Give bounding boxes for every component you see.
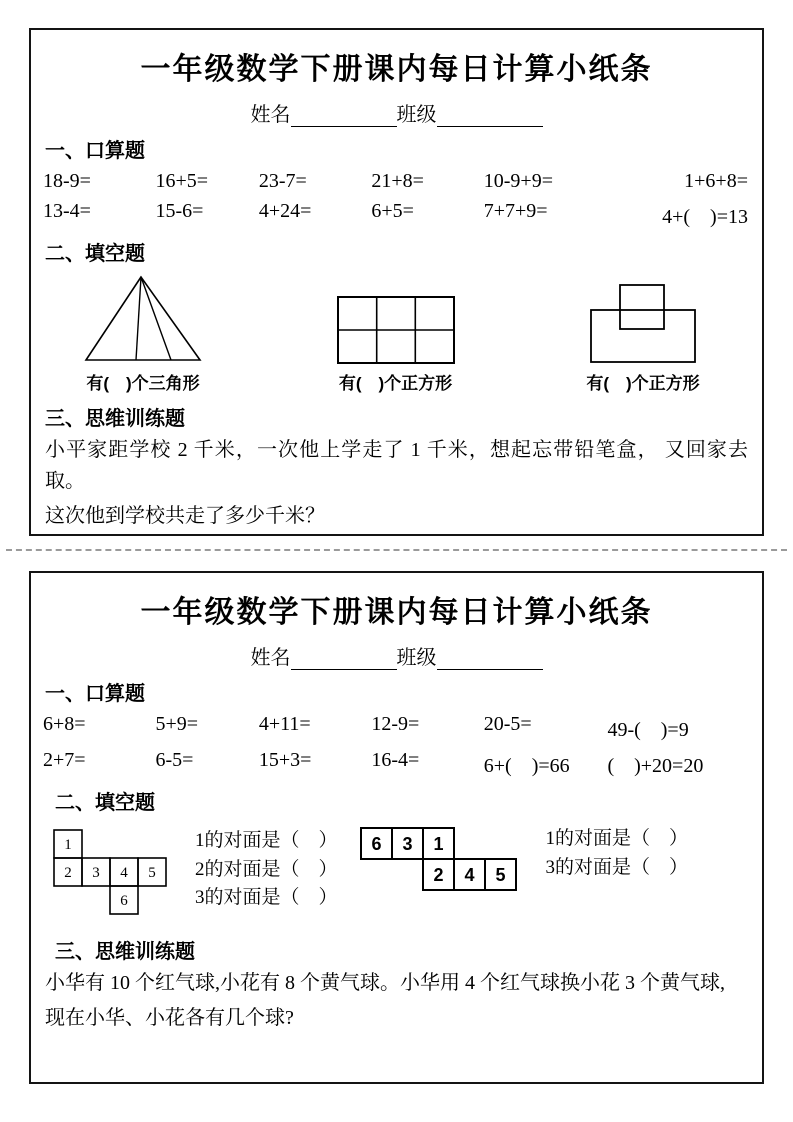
oral-problem: 7+7+9= (483, 200, 548, 222)
net-cell-label: 4 (464, 865, 475, 885)
oral-problems-row-1 (39, 706, 754, 742)
small-square (620, 285, 664, 329)
oral-problems-row-2 (39, 742, 754, 778)
oral-problem: 5+9= (155, 713, 198, 735)
opposite-face-question: 3的对面是（ ） (195, 887, 338, 908)
fill-section-heading: 二、填空题 (55, 792, 155, 814)
oral-problem: 6+( )=66 (483, 755, 570, 777)
square-grid-figure (337, 296, 455, 364)
class-blank-line (437, 105, 543, 127)
oral-problem: 12-9= (371, 713, 420, 735)
oral-problem: 1+6+8= (684, 170, 748, 192)
triangle-inner-line-1 (136, 277, 141, 360)
figure-label: 有( )个正方形 (586, 374, 700, 393)
oral-problem: 4+11= (258, 713, 311, 735)
oral-problem: 16-4= (371, 749, 420, 771)
oral-problem: ( )+20=20 (607, 755, 704, 777)
name-label: 姓名 (250, 104, 291, 126)
oral-problem: 49-( )=9 (607, 719, 689, 741)
oral-problem: 6-5= (155, 749, 194, 771)
worksheet-title: 一年级数学下册课内每日计算小纸条 (140, 596, 653, 629)
class-blank-line (437, 648, 543, 670)
worksheet-strip-1 (29, 28, 764, 536)
net-cell-label: 1 (64, 837, 72, 853)
oral-problem: 20-5= (483, 713, 532, 735)
oral-problem: 15+3= (258, 749, 312, 771)
oral-problems-row-2 (39, 193, 754, 229)
large-rect (591, 310, 695, 362)
thinking-problem-line-1: 小华有 10 个红气球,小花有 8 个黄气球。小华用 4 个红气球换小花 3 个黄气球, (45, 972, 725, 994)
figure-label: 有( )个三角形 (86, 374, 200, 393)
thinking-problem-line-2: 这次他到学校共走了多少千米？ (45, 505, 325, 527)
cut-separator-line (6, 549, 787, 551)
cube-net-2 (360, 827, 518, 893)
triangle-figure (79, 272, 207, 364)
net-cell-label: 2 (433, 865, 444, 885)
net-cell-label: 6 (120, 893, 128, 909)
opposite-face-question: 2的对面是（ ） (195, 858, 338, 880)
net-cell-label: 2 (64, 865, 72, 881)
oral-problem: 6+5= (371, 200, 414, 222)
net-cell-label: 6 (371, 834, 382, 854)
cube-net-1 (53, 829, 169, 917)
opposite-face-question: 3的对面是（ ） (545, 856, 689, 878)
figure-label: 有( )个正方形 (338, 374, 453, 393)
figure-triangle-count (79, 272, 207, 394)
oral-problem: 10-9+9= (483, 170, 553, 192)
figure-square-grid-count (337, 296, 455, 394)
net-cell-label: 4 (120, 865, 128, 881)
thinking-section-heading: 三、思维训练题 (55, 941, 195, 963)
oral-problem: 4+24= (258, 200, 312, 222)
oral-problems-row-1 (39, 163, 754, 193)
opposite-face-question: 1的对面是（ ） (545, 828, 689, 849)
fill-figures-row (39, 266, 754, 394)
cube-net-figure-2 (360, 827, 518, 893)
worksheet-title: 一年级数学下册课内每日计算小纸条 (140, 53, 653, 86)
name-label: 姓名 (250, 647, 291, 669)
oral-problem: 6+8= (43, 713, 86, 735)
net-cell-label: 3 (92, 865, 100, 881)
net-1-questions (195, 827, 338, 913)
worksheet-strip-2 (29, 571, 764, 1084)
opposite-face-question: 1的对面是（ ） (195, 830, 338, 851)
thinking-problem-line-1: 小平家距学校 2 千米，一次他上学走了 1 千米，想起忘带铅笔盒， 又回家去取。 (45, 439, 748, 492)
thinking-problem-line-2: 现在小华、小花各有几个球? (45, 1007, 294, 1029)
net-cell-label: 5 (148, 865, 156, 881)
oral-problem: 18-9= (43, 170, 91, 192)
oral-problem: 15-6= (155, 200, 204, 222)
triangle-outline (86, 277, 200, 360)
net-cell-label: 1 (433, 834, 444, 854)
oral-problem: 2+7= (43, 749, 86, 771)
oral-problem: 13-4= (43, 200, 91, 222)
class-label: 班级 (396, 104, 437, 126)
oral-section-heading: 一、口算题 (45, 683, 145, 705)
net-cell-label: 5 (495, 865, 506, 885)
name-class-line (39, 641, 754, 669)
figure-overlap-squares-count (584, 280, 702, 394)
overlap-squares-figure (584, 280, 702, 364)
thinking-section-heading: 三、思维训练题 (45, 408, 185, 430)
oral-problem: 16+5= (155, 170, 208, 192)
triangle-inner-line-2 (141, 277, 171, 360)
class-label: 班级 (396, 647, 437, 669)
cube-net-figure-1 (53, 829, 169, 917)
name-blank-line (291, 648, 397, 670)
name-class-line (39, 98, 754, 126)
oral-problem: 23-7= (258, 170, 307, 192)
net-2-questions (546, 825, 689, 882)
oral-section-heading: 一、口算题 (45, 140, 145, 162)
name-blank-line (291, 105, 397, 127)
fill-figures-row (39, 815, 754, 927)
net-cell-label: 3 (402, 834, 413, 854)
oral-problem: 4+( )=13 (662, 206, 748, 228)
fill-section-heading: 二、填空题 (45, 243, 145, 265)
oral-problem: 21+8= (371, 170, 424, 192)
